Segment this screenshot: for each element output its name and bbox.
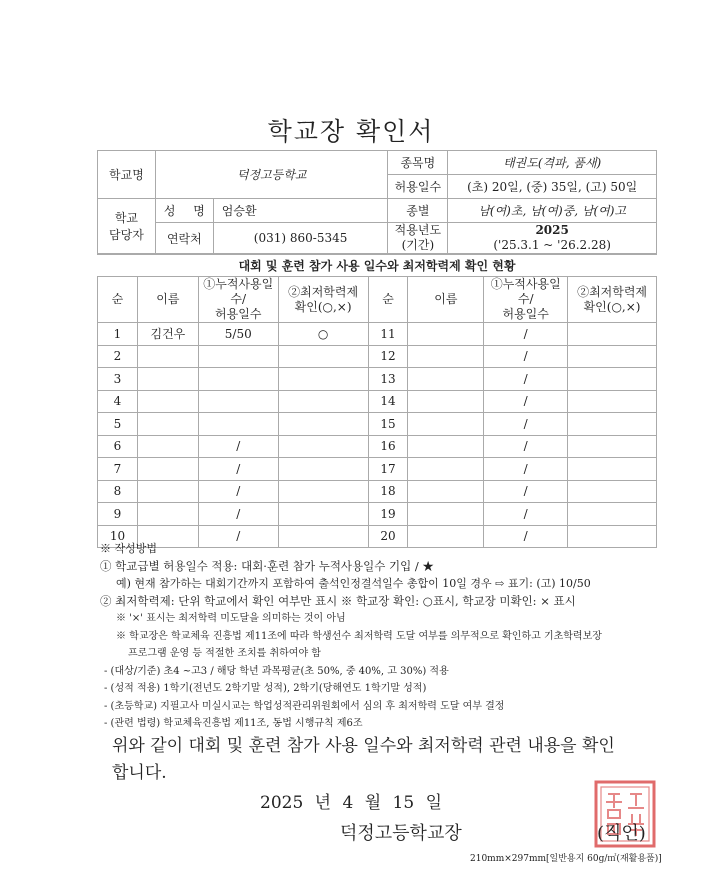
- cell-days: /: [484, 525, 568, 548]
- manager-label: [98, 199, 156, 254]
- header-name-left: 이름: [137, 277, 198, 323]
- cell-days: /: [198, 525, 278, 548]
- header-no-left: 순: [98, 277, 138, 323]
- contact-label: 연락처: [155, 223, 213, 254]
- cell-check: [568, 345, 657, 368]
- cell-check: [568, 390, 657, 413]
- cell-name: [408, 390, 484, 413]
- cell-no: 18: [368, 480, 408, 503]
- cell-check: [278, 345, 368, 368]
- cell-no: 3: [98, 368, 138, 391]
- cell-name: [408, 435, 484, 458]
- cell-name: [137, 345, 198, 368]
- cell-name: [408, 413, 484, 436]
- cell-days: /: [484, 503, 568, 526]
- cell-no: 2: [98, 345, 138, 368]
- cell-no: 4: [98, 390, 138, 413]
- cell-name: [137, 480, 198, 503]
- year-value: 2025: [535, 223, 569, 237]
- manager-label-line1: 학교: [114, 211, 139, 225]
- cell-check: [278, 413, 368, 436]
- header-check-l2: 확인(○,×): [294, 299, 352, 314]
- issue-date: 2025 년 4 월 15 일: [260, 793, 442, 813]
- cell-days: /: [198, 503, 278, 526]
- cell-check: [568, 503, 657, 526]
- detail-3: - (초등학교) 지필고사 미실시교는 학업성적관리위원회에서 심의 후 최저학력 도달 여부 결정: [104, 700, 505, 712]
- cell-no: 20: [368, 525, 408, 548]
- event-label: 종목명: [388, 151, 448, 175]
- allowed-value: (초) 20일, (중) 35일, (고) 50일: [448, 175, 657, 199]
- cell-check: [568, 458, 657, 481]
- header-days-l1: ①누적사용일수/: [203, 277, 274, 306]
- sub-note-1: ※ '×' 표시는 최저학력 미도달을 의미하는 것이 아님: [116, 613, 346, 624]
- note-2: ② 최저학력제: 단위 학교에서 확인 여부만 표시 ※ 학교장 확인: ○표시, 학교장 미확인: × 표시: [100, 593, 576, 608]
- header-name-right: 이름: [408, 277, 484, 323]
- cell-name: [408, 480, 484, 503]
- cell-days: /: [198, 480, 278, 503]
- period-value: ('25.3.1 ~ '26.2.28): [493, 238, 611, 252]
- cell-no: 9: [98, 503, 138, 526]
- cell-no: 12: [368, 345, 408, 368]
- header-no-right: 순: [368, 277, 408, 323]
- section-title: 대회 및 훈련 참가 사용 일수와 최저학력제 확인 현황: [97, 254, 657, 277]
- type-label: 종별: [388, 199, 448, 223]
- cell-days: /: [484, 413, 568, 436]
- cell-name: [408, 458, 484, 481]
- cell-check: [568, 323, 657, 346]
- notes: [100, 540, 660, 733]
- cell-days: 5/50: [198, 323, 278, 346]
- cell-check: [278, 458, 368, 481]
- cell-check: [568, 368, 657, 391]
- confirmation-line2: 합니다.: [112, 763, 167, 783]
- table-row: [98, 390, 657, 413]
- document-title: 학교장 확인서: [267, 117, 435, 146]
- cell-no: 19: [368, 503, 408, 526]
- cell-days: [198, 368, 278, 391]
- cell-name: [137, 390, 198, 413]
- school-principal-signature: 덕정고등학교장: [340, 823, 462, 844]
- school-value: 덕정고등학교: [155, 151, 388, 199]
- table-row: [98, 458, 657, 481]
- table-row: [98, 503, 657, 526]
- detail-1: - (대상/기준) 초4 ~고3 / 해당 학년 과목평균(초 50%, 중 40%, 고 30%) 적용: [104, 665, 449, 677]
- header-check-r2: 확인(○,×): [583, 299, 641, 314]
- name-value: 엄승환: [213, 199, 388, 223]
- info-table: [97, 150, 657, 254]
- cell-no: 13: [368, 368, 408, 391]
- cell-name: [408, 503, 484, 526]
- contact-value: (031) 860-5345: [213, 223, 388, 254]
- table-row: [98, 323, 657, 346]
- confirmation-text: [112, 733, 652, 787]
- table-row: [98, 368, 657, 391]
- cell-days: /: [484, 435, 568, 458]
- school-label: 학교명: [98, 151, 156, 199]
- allowed-label: 허용일수: [388, 175, 448, 199]
- cell-name: [408, 368, 484, 391]
- cell-days: /: [484, 345, 568, 368]
- cell-check: [568, 480, 657, 503]
- cell-name: [137, 503, 198, 526]
- sub-note-2: ※ 학교장은 학교체육 진흥법 제11조에 따라 학생선수 최저학력 도달 여부를 의무적으로 확인하고 기초학력보장: [116, 630, 602, 642]
- sub-note-2-cont: 프로그램 운영 등 적절한 조치를 취하여야 함: [128, 648, 321, 659]
- cell-name: [137, 435, 198, 458]
- cell-check: [278, 368, 368, 391]
- cell-check: [278, 435, 368, 458]
- status-table: [97, 276, 657, 548]
- cell-no: 11: [368, 323, 408, 346]
- paper-spec: 210mm×297mm[일반용지 60g/㎡(재활용품)]: [470, 854, 662, 864]
- year-label-line2: (기간): [401, 238, 435, 252]
- cell-check: [278, 390, 368, 413]
- cell-days: /: [484, 390, 568, 413]
- cell-days: /: [484, 480, 568, 503]
- year-label: [388, 223, 448, 254]
- cell-days: [198, 390, 278, 413]
- cell-no: 14: [368, 390, 408, 413]
- header-days-l2: 허용일수: [215, 307, 262, 321]
- cell-days: [198, 345, 278, 368]
- table-row: [98, 480, 657, 503]
- event-value: 태권도(격파, 품새): [448, 151, 657, 175]
- header-check-right: [568, 277, 657, 323]
- header-days-r1: ①누적사용일수/: [490, 277, 561, 306]
- cell-days: /: [484, 368, 568, 391]
- cell-no: 15: [368, 413, 408, 436]
- cell-no: 16: [368, 435, 408, 458]
- cell-name: [408, 345, 484, 368]
- cell-days: /: [484, 458, 568, 481]
- header-check-left: [278, 277, 368, 323]
- note-1: ① 학교급별 허용일수 적용: 대회·훈련 참가 누적사용일수 기입 / ★: [100, 558, 434, 573]
- note-1-example: 예) 현재 참가하는 대회기간까지 포함하여 출석인정결석일수 총합이 10일 경우 ⇨ 표기: (고) 10/50: [116, 577, 591, 590]
- table-row: [98, 413, 657, 436]
- year-label-line1: 적용년도: [394, 223, 442, 237]
- cell-days: /: [198, 458, 278, 481]
- confirmation-line1: 위와 같이 대회 및 훈련 참가 사용 일수와 최저학력 관련 내용을 확인: [112, 736, 615, 756]
- cell-days: /: [484, 323, 568, 346]
- cell-check: [278, 503, 368, 526]
- cell-name: [137, 458, 198, 481]
- name-label: 성 명: [155, 199, 213, 223]
- cell-days: /: [198, 435, 278, 458]
- table-body: [98, 323, 657, 548]
- cell-name: 김건우: [137, 323, 198, 346]
- cell-no: 1: [98, 323, 138, 346]
- manager-label-line2: 담당자: [109, 228, 144, 242]
- cell-name: [137, 368, 198, 391]
- detail-4: - (관련 법령) 학교체육진흥법 제11조, 동법 시행규칙 제6조: [104, 718, 363, 729]
- cell-name: [137, 413, 198, 436]
- table-header: [98, 277, 657, 323]
- cell-no: 10: [98, 525, 138, 548]
- cell-name: [408, 323, 484, 346]
- cell-check: [568, 413, 657, 436]
- cell-no: 5: [98, 413, 138, 436]
- header-days-r2: 허용일수: [502, 307, 549, 321]
- table-row: [98, 435, 657, 458]
- header-days-right: [484, 277, 568, 323]
- cell-check: [278, 480, 368, 503]
- cell-days: [198, 413, 278, 436]
- cell-no: 17: [368, 458, 408, 481]
- year-value-cell: [448, 223, 657, 254]
- cell-check: ○: [278, 323, 368, 346]
- detail-2: - (성적 적용) 1학기(전년도 2학기말 성적), 2학기(당해연도 1학기말 성적): [104, 683, 427, 694]
- cell-no: 6: [98, 435, 138, 458]
- header-check-r1: ②최저학력제: [577, 284, 648, 299]
- cell-no: 8: [98, 480, 138, 503]
- seal-label: (직인): [597, 823, 646, 844]
- header-days-left: [198, 277, 278, 323]
- table-row: [98, 345, 657, 368]
- header-check-l1: ②최저학력제: [288, 284, 359, 299]
- cell-check: [568, 435, 657, 458]
- cell-no: 7: [98, 458, 138, 481]
- type-value: 남(여)초, 남(여)중, 남(여)고: [448, 199, 657, 223]
- notes-heading: ※ 작성방법: [100, 542, 158, 555]
